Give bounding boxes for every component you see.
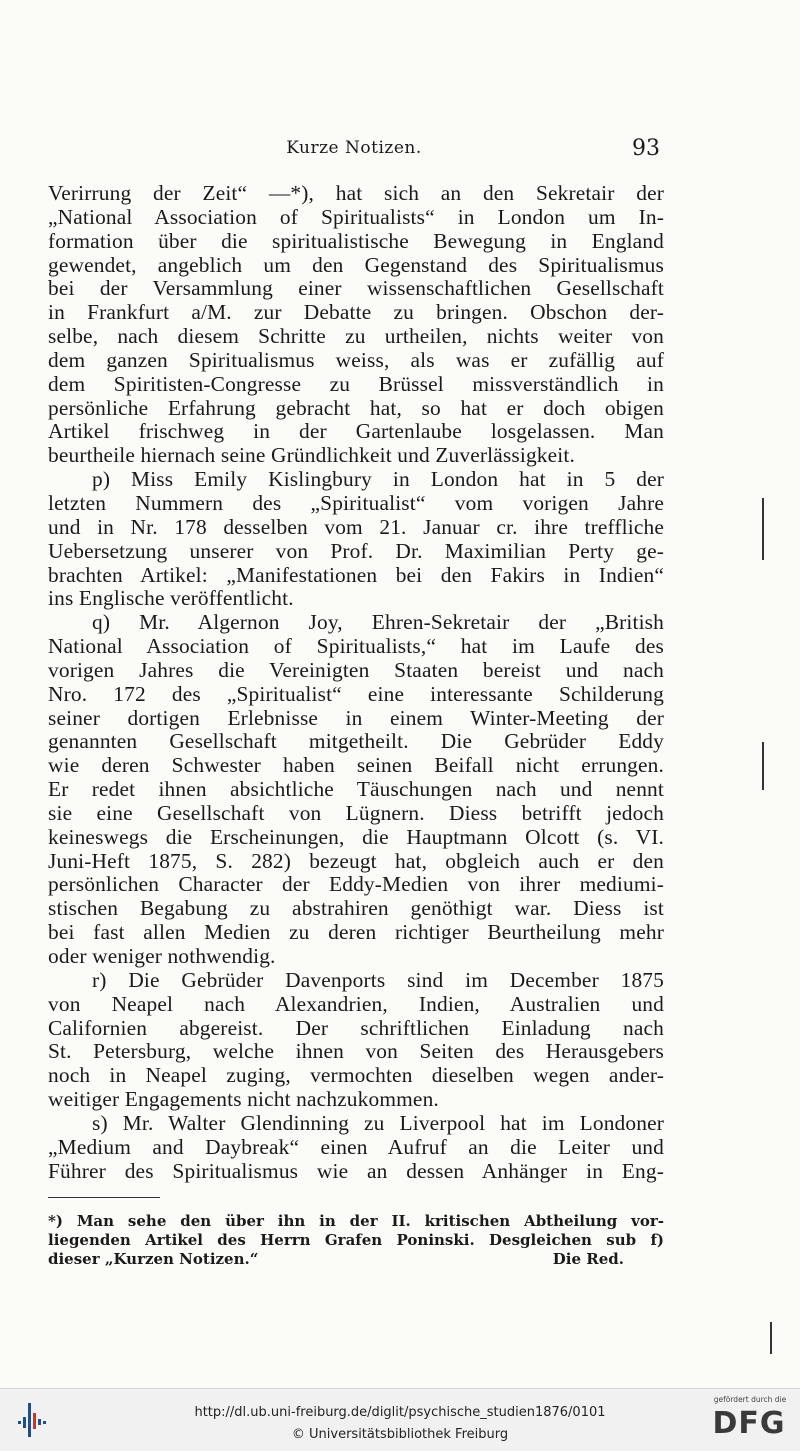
text-line: s) Mr. Walter Glendinning zu Liverpool hat im Londoner: [92, 1110, 664, 1135]
text-line: persönliche Erfahrung gebracht hat, so hat er doch obigen: [48, 395, 664, 420]
text-line: gewendet, angeblich um den Gegenstand des Spiritualismus: [48, 252, 664, 277]
text-line: National Association of Spiritualists,“ hat im Laufe des: [48, 634, 664, 659]
text-line: genannten Gesellschaft mitgetheilt. Die Gebrüder Eddy: [48, 729, 664, 754]
page-header: [48, 138, 660, 168]
text-line: „Medium and Daybreak“ einen Aufruf an die Leiter und: [48, 1134, 664, 1159]
text-line: bei der Versammlung einer wissenschaftlichen Gesellschaft: [48, 276, 664, 301]
text-line: bei fast allen Medien zu deren richtiger Beurtheilung mehr: [48, 920, 664, 945]
text-line: Nro. 172 des „Spiritualist“ eine interessante Schilderung: [48, 681, 664, 706]
footnote: [48, 1212, 664, 1269]
dfg-logo: DFG: [712, 1406, 786, 1441]
text-line: q) Mr. Algernon Joy, Ehren-Sekretair der „British: [92, 610, 664, 635]
text-line: r) Die Gebrüder Davenports sind im December 1875: [92, 967, 664, 992]
dfg-caption: gefördert durch die: [713, 1395, 787, 1404]
text-line: weitiger Engagements nicht nachzukommen.: [48, 1087, 439, 1112]
source-url[interactable]: http://dl.ub.uni-freiburg.de/diglit/psychische_studien1876/0101: [194, 1405, 606, 1420]
text-line: selbe, nach diesem Schritte zu urtheilen, nichts weiter von: [48, 324, 664, 349]
text-line: keineswegs die Erscheinungen, die Hauptmann Olcott (s. VI.: [48, 824, 664, 849]
viewer-footer: [0, 1388, 800, 1451]
text-line: Californien abgereist. Der schriftlichen Einladung nach: [48, 1015, 664, 1040]
footnote-rule: [48, 1197, 160, 1198]
text-line: formation über die spiritualistische Bewegung in England: [48, 228, 664, 253]
copyright-notice: © Universitätsbibliothek Freiburg: [291, 1427, 509, 1442]
footnote-signature: Die Red.: [552, 1250, 624, 1268]
text-line: oder weniger nothwendig.: [48, 944, 276, 968]
text-line: wie deren Schwester haben seinen Beifall nicht errungen.: [48, 753, 664, 778]
text-line: Verirrung der Zeit“ —*), hat sich an den Sekretair der: [48, 181, 664, 205]
text-line: von Neapel nach Alexandrien, Indien, Australien und: [48, 991, 664, 1016]
text-line: Er redet ihnen absichtliche Täuschungen nach und nennt: [48, 777, 664, 802]
text-line: persönlichen Character der Eddy-Medien von ihrer mediumi-: [48, 872, 664, 897]
running-title: Kurze Notizen.: [286, 138, 422, 158]
text-line: dem ganzen Spiritualismus weiss, als was er zufällig auf: [48, 347, 664, 372]
footnote-line: *) Man sehe den über ihn in der II. kritischen Abtheilung vor-: [48, 1212, 664, 1230]
text-line: Führer des Spiritualismus wie an dessen Anhänger in Eng-: [48, 1158, 664, 1183]
text-line: Juni-Heft 1875, S. 282) bezeugt hat, obgleich auch er den: [48, 848, 664, 873]
page-number: 93: [632, 136, 660, 161]
text-line: letzten Nummern des „Spiritualist“ vom vorigen Jahre: [48, 490, 664, 515]
text-line: Artikel frischweg in der Gartenlaube losgelassen. Man: [48, 419, 664, 444]
text-line: St. Petersburg, welche ihnen von Seiten des Herausgebers: [48, 1039, 664, 1064]
footnote-line: [48, 1250, 664, 1269]
text-line: sie eine Gesellschaft von Lügnern. Diess betrifft jedoch: [48, 800, 664, 825]
text-line: in Frankfurt a/M. zur Debatte zu bringen. Obschon der-: [48, 300, 664, 325]
text-line: vorigen Jahres die Vereinigten Staaten bereist und nach: [48, 657, 664, 682]
text-line: noch in Neapel zuging, vermochten dieselben wegen ander-: [48, 1063, 664, 1088]
margin-mark: [770, 1322, 772, 1354]
footnote-line-text: dieser „Kurzen Notizen.“: [48, 1250, 259, 1268]
text-line: Uebersetzung unserer von Prof. Dr. Maximilian Perty ge-: [48, 538, 664, 563]
text-line: „National Association of Spiritualists“ in London um In-: [48, 204, 664, 229]
margin-mark: [762, 742, 764, 790]
text-line: ins Englische veröffentlicht.: [48, 586, 294, 611]
text-line: seiner dortigen Erlebnisse in einem Winter-Meeting der: [48, 705, 664, 730]
body-text: [48, 182, 664, 1183]
text-line: beurtheile hiernach seine Gründlichkeit und Zuverlässigkeit.: [48, 443, 575, 468]
text-line: stischen Begabung zu abstrahiren genöthigt war. Diess ist: [48, 896, 664, 921]
text-line: brachten Artikel: „Manifestationen bei den Fakirs in Indien“: [48, 562, 664, 587]
text-line: p) Miss Emily Kislingbury in London hat in 5 der: [92, 467, 664, 492]
text-line: und in Nr. 178 desselben vom 21. Januar cr. ihre treffliche: [48, 514, 664, 539]
footnote-line: liegenden Artikel des Herrn Grafen Poninski. Desgleichen sub f): [48, 1231, 664, 1249]
margin-mark: [762, 498, 764, 560]
text-line: dem Spiritisten-Congresse zu Brüssel missverständlich in: [48, 371, 664, 396]
